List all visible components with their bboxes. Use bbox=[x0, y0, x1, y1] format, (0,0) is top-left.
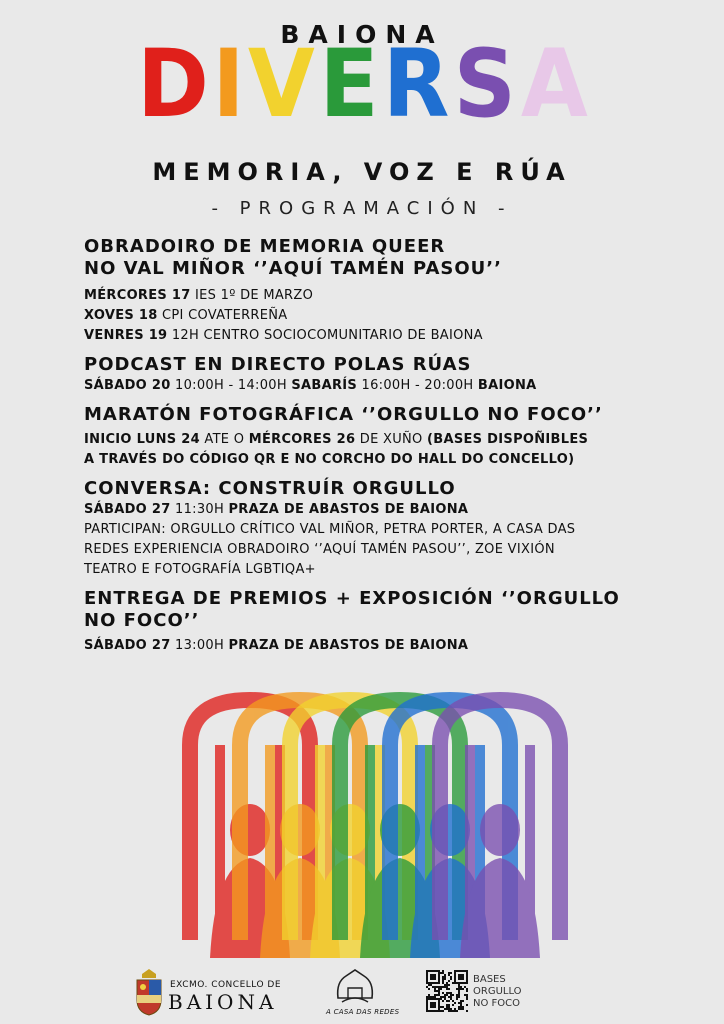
event-line: PARTICIPAN: ORGULLO CRÍTICO VAL MIÑOR, PETRA PORTER, A CASA DAS bbox=[84, 522, 576, 537]
event-date: XOVES 18 bbox=[84, 308, 158, 323]
event-date: SÁBADO 27 bbox=[84, 638, 171, 653]
event-date: SÁBADO 27 bbox=[84, 502, 171, 517]
diversa-letter: A bbox=[521, 30, 588, 139]
event-title: ENTREGA DE PREMIOS + EXPOSICIÓN ‘’ORGULLO bbox=[84, 588, 620, 609]
event-maraton bbox=[84, 404, 674, 470]
event-place: SABARÍS bbox=[291, 378, 358, 393]
event-text: A TRAVÉS DO CÓDIGO QR E NO CORCHO DO HALL DO CONCELLO) bbox=[84, 452, 575, 467]
event-title: NO VAL MIÑOR ‘’AQUÍ TAMÉN PASOU’’ bbox=[84, 258, 502, 279]
event-place: PRAZA DE ABASTOS DE BAIONA bbox=[228, 502, 469, 517]
diversa-letter: R bbox=[382, 30, 449, 139]
diversa-letter: I bbox=[212, 30, 244, 139]
event-line bbox=[84, 450, 674, 470]
event-line bbox=[84, 376, 674, 396]
casa-das-redes-label: A CASA DAS REDES bbox=[326, 1008, 400, 1016]
event-title: CONVERSA: CONSTRUÍR ORGULLO bbox=[84, 478, 456, 499]
qr-code-icon bbox=[426, 970, 468, 1012]
concello-label-big: BAIONA bbox=[168, 990, 278, 1014]
house-hands-icon bbox=[332, 968, 378, 1006]
event-text: (BASES DISPOÑIBLES bbox=[427, 432, 589, 447]
event-place: PRAZA DE ABASTOS DE BAIONA bbox=[228, 638, 469, 653]
event-place: BAIONA bbox=[477, 378, 537, 393]
qr-caption-line: BASES bbox=[473, 974, 506, 985]
event-date: MÉRCORES 17 bbox=[84, 288, 191, 303]
subtitle: MEMORIA, VOZ E RÚA bbox=[152, 158, 572, 186]
event-place: IES 1º DE MARZO bbox=[190, 288, 314, 303]
event-place: 12H CENTRO SOCIOCOMUNITARIO DE BAIONA bbox=[167, 328, 483, 343]
event-obradoiro bbox=[84, 236, 674, 346]
event-date: MÉRCORES 26 bbox=[248, 432, 356, 447]
coat-of-arms-icon bbox=[134, 968, 164, 1016]
qr-caption-line: NO FOCO bbox=[473, 998, 521, 1009]
program-content bbox=[84, 236, 674, 656]
rainbow-sculpture-image bbox=[150, 690, 570, 958]
event-podcast bbox=[84, 354, 674, 396]
event-place: CPI COVATERREÑA bbox=[157, 308, 288, 323]
event-time: 16:00H - 20:00H bbox=[357, 378, 478, 393]
event-time: 11:30H bbox=[170, 502, 229, 517]
header-top-title: BAIONA bbox=[280, 20, 444, 49]
event-line bbox=[84, 286, 674, 306]
event-title: MARATÓN FOTOGRÁFICA ‘’ORGULLO NO FOCO’’ bbox=[84, 404, 603, 425]
event-date: SÁBADO 20 bbox=[84, 378, 171, 393]
event-text: ATE O bbox=[199, 432, 249, 447]
event-time: 13:00H bbox=[170, 638, 229, 653]
event-entrega bbox=[84, 588, 674, 656]
qr-caption-line: ORGULLO bbox=[473, 986, 522, 997]
event-title: PODCAST EN DIRECTO POLAS RÚAS bbox=[84, 354, 472, 375]
event-line bbox=[84, 430, 674, 450]
event-line: REDES EXPERIENCIA OBRADOIRO ‘’AQUÍ TAMÉN PASOU’’, ZOE VIXIÓN bbox=[84, 542, 555, 557]
footer bbox=[0, 966, 724, 1024]
event-date: VENRES 19 bbox=[84, 328, 168, 343]
event-line bbox=[84, 306, 674, 326]
event-title: OBRADOIRO DE MEMORIA QUEER bbox=[84, 236, 446, 257]
diversa-letter: E bbox=[319, 30, 378, 139]
diversa-letter: S bbox=[454, 30, 516, 139]
event-line bbox=[84, 500, 674, 520]
programacion-heading: - PROGRAMACIÓN - bbox=[211, 198, 513, 219]
concello-label-small: EXCMO. CONCELLO DE bbox=[170, 980, 282, 990]
event-line bbox=[84, 326, 674, 346]
diversa-letter: D bbox=[137, 30, 209, 139]
diversa-letter: V bbox=[247, 30, 314, 139]
event-line bbox=[84, 636, 674, 656]
event-date: INICIO LUNS 24 bbox=[84, 432, 200, 447]
event-time: 10:00H - 14:00H bbox=[170, 378, 292, 393]
event-line: TEATRO E FOTOGRAFÍA LGBTIQA+ bbox=[84, 562, 316, 577]
event-conversa bbox=[84, 478, 674, 580]
event-text: DE XUÑO bbox=[355, 432, 428, 447]
qr-caption bbox=[473, 974, 522, 1010]
event-title: NO FOCO’’ bbox=[84, 610, 200, 631]
